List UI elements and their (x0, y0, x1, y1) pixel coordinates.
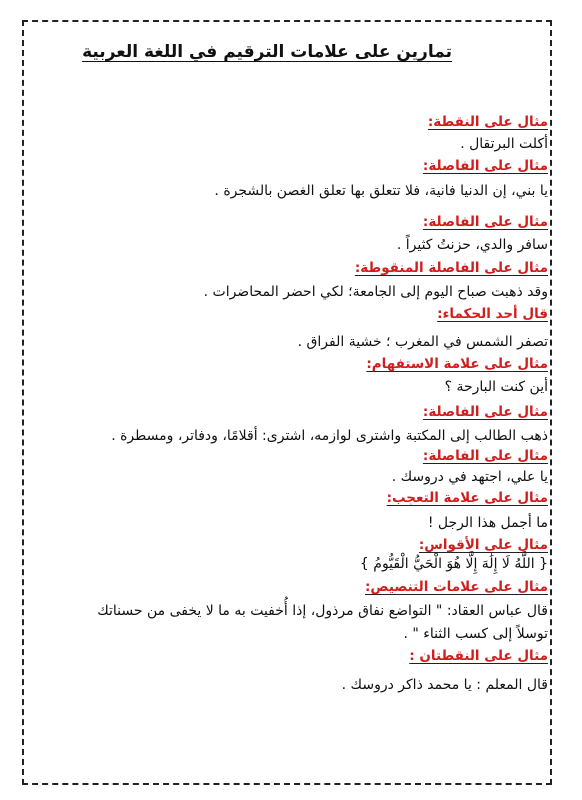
example-comma-2: سافر والدي، حزنتُ كثيراً . (396, 237, 548, 253)
example-comma-4: يا علي، اجتهد في دروسك . (391, 469, 548, 485)
heading-semicolon: مثال على الفاصلة المنقوطة: (354, 260, 548, 276)
heading-comma-3: مثال على الفاصلة: (422, 404, 548, 420)
page-title: تمارين على علامات الترقيم في اللغة العربية (82, 42, 452, 62)
example-quotation-line-2: توسلاً إلى كسب الثناء " . (403, 626, 548, 642)
heading-brackets: مثال على الأقواس: (418, 537, 548, 553)
heading-period: مثال على النقطة: (427, 114, 548, 130)
heading-comma-4: مثال على الفاصلة: (422, 448, 548, 464)
heading-quotation-marks: مثال على علامات التنصيص: (365, 579, 548, 595)
heading-wise-saying: قال أحد الحكماء: (437, 306, 548, 322)
example-colon: قال المعلم : يا محمد ذاكر دروسك . (341, 677, 548, 693)
heading-comma-1: مثال على الفاصلة: (422, 158, 548, 174)
example-comma-1: يا بني، إن الدنيا فانية، فلا تتعلق بها تعلق الغصن بالشجرة . (214, 183, 548, 199)
heading-question-mark: مثال على علامة الاستفهام: (366, 356, 548, 372)
heading-exclamation: مثال على علامة التعجب: (386, 490, 548, 506)
example-comma-3: ذهب الطالب إلى المكتبة واشترى لوازمه، اشترى: أقلامًا، ودفاتر، ومسطرة . (111, 428, 548, 444)
heading-colon: مثال على النقطتان : (409, 648, 548, 664)
example-exclamation: ما أجمل هذا الرجل ! (427, 515, 548, 531)
example-quotation-line-1: قال عباس العقاد: " التواضع نفاق مرذول، إذا أُخفيت به ما لا يخفى من حسناتك (97, 603, 548, 619)
example-question-mark: أين كنت البارحة ؟ (444, 379, 548, 395)
example-semicolon: وقد ذهبت صباح اليوم إلى الجامعة؛ لكي احضر المحاضرات . (203, 284, 548, 300)
example-brackets: { اللَّهُ لَا إِلَٰهَ إِلَّا هُوَ الْحَيُّ الْقَيُّومُ } (359, 556, 548, 572)
heading-comma-2: مثال على الفاصلة: (422, 214, 548, 230)
example-period: أكلت البرتقال . (460, 136, 548, 152)
example-wise-saying: تصفر الشمس في المغرب ؛ خشية الفراق . (297, 334, 548, 350)
